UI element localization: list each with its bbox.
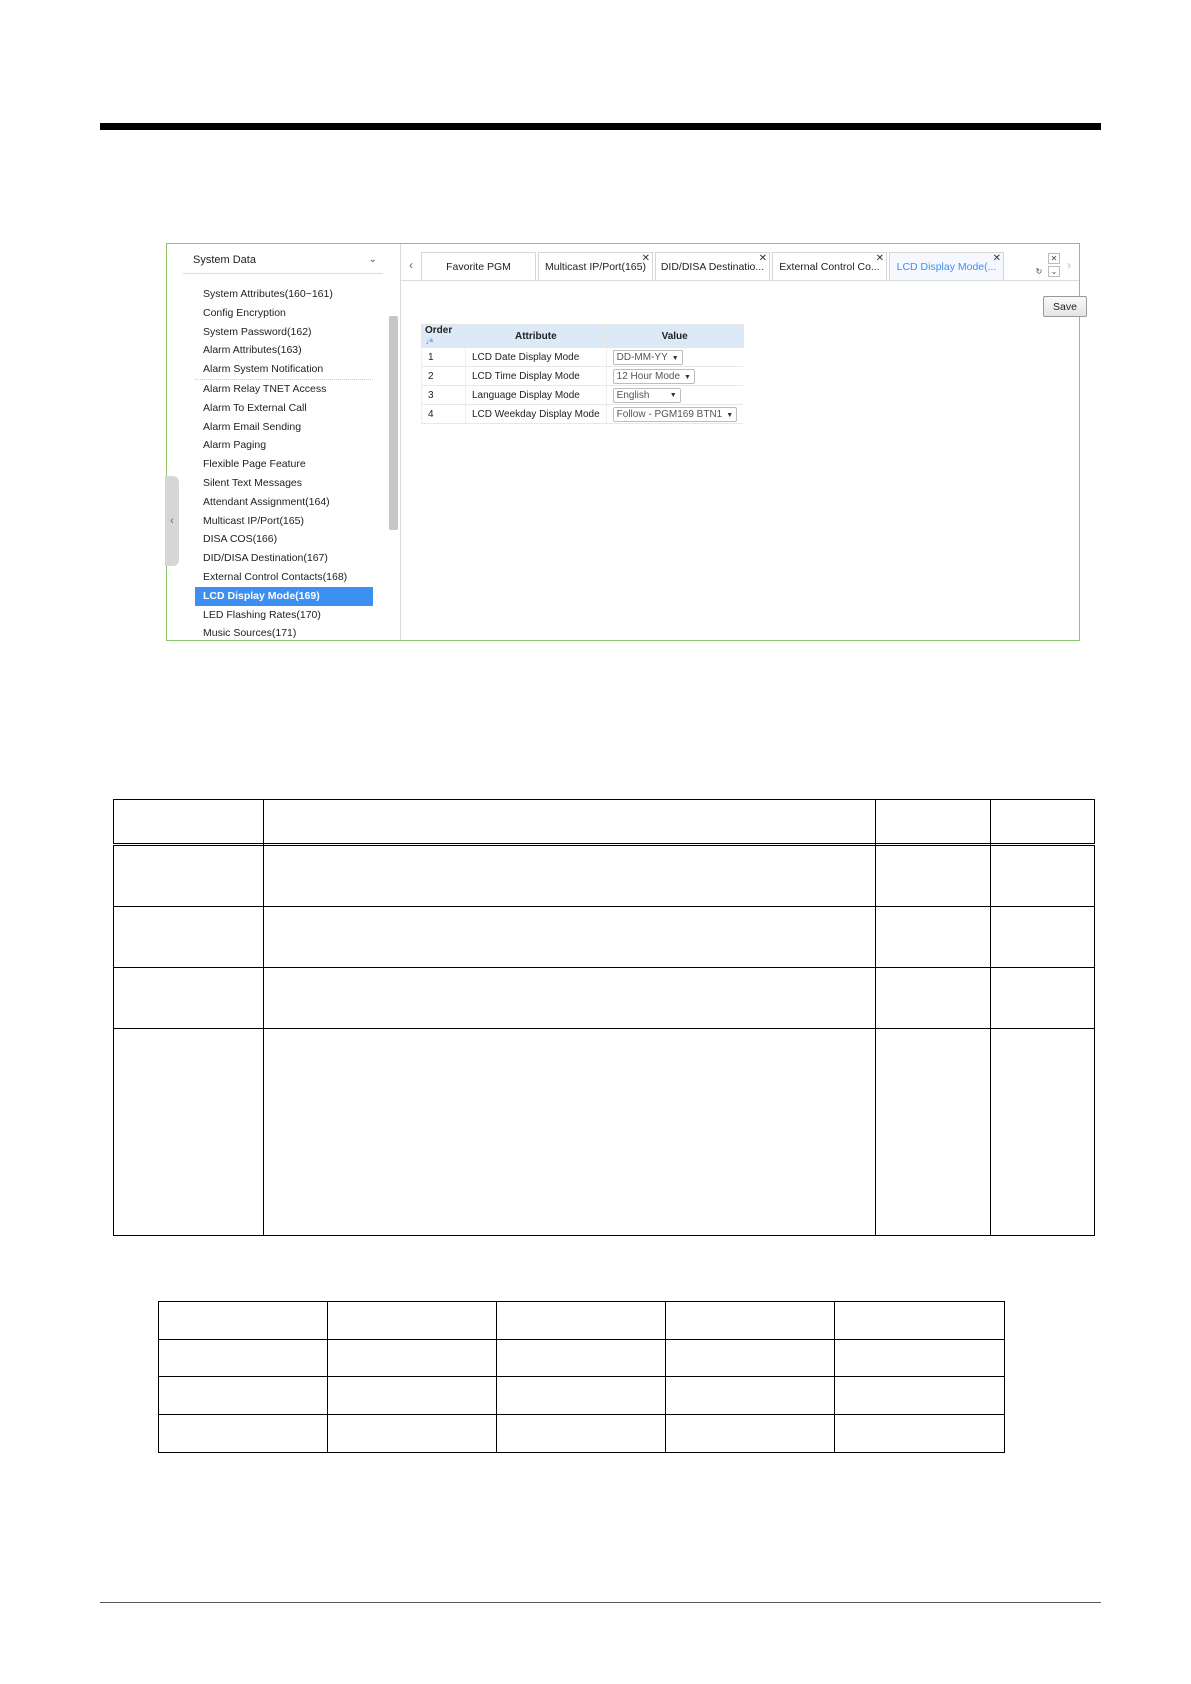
table-column-divider: [665, 1301, 666, 1453]
tab-label: LCD Display Mode(...: [896, 260, 997, 273]
select-value: English: [616, 389, 650, 401]
sidebar-item[interactable]: External Control Contacts(168): [203, 570, 348, 583]
time-mode-select[interactable]: [613, 369, 695, 384]
sidebar-item[interactable]: System Attributes(160~161): [203, 288, 333, 300]
table-row-divider: [158, 1376, 1005, 1377]
chevron-right-icon[interactable]: ›: [1067, 258, 1071, 272]
tab-did-disa[interactable]: [655, 252, 770, 280]
footer-rule: [100, 1602, 1101, 1603]
order-header-label: Order: [425, 325, 453, 336]
chevron-down-icon: ⌄: [368, 254, 377, 265]
table-header-divider: [113, 843, 1095, 846]
table-row-divider: [158, 1414, 1005, 1415]
sidebar-item[interactable]: Alarm Attributes(163): [203, 344, 302, 357]
sidebar-item[interactable]: Alarm Relay TNET Access: [203, 382, 327, 395]
tab-label: Favorite PGM: [446, 260, 511, 273]
select-value: Follow - PGM169 BTN1: [616, 408, 723, 420]
tab-lcd-display-mode[interactable]: [889, 252, 1004, 280]
table-column-divider: [263, 799, 264, 1236]
sidebar-item-active[interactable]: LCD Display Mode(169): [195, 587, 373, 606]
value-cell: [606, 405, 743, 424]
tab-external-control[interactable]: [772, 252, 887, 280]
sort-icon[interactable]: ↓ᵃ: [425, 336, 433, 346]
language-select[interactable]: [613, 388, 681, 403]
sidebar-scrollbar[interactable]: [389, 316, 398, 530]
options-table: [158, 1301, 1005, 1453]
attribute-cell: LCD Weekday Display Mode: [466, 405, 607, 424]
date-mode-select[interactable]: [613, 350, 683, 365]
tab-label: Multicast IP/Port(165): [545, 260, 646, 273]
tab-label: DID/DISA Destinatio...: [660, 260, 765, 273]
sidebar-item[interactable]: Alarm System Notification: [195, 360, 373, 380]
select-value: 12 Hour Mode: [616, 370, 681, 382]
table-row: [422, 386, 744, 405]
sidebar-item[interactable]: Music Sources(171): [203, 627, 297, 640]
tab-favorite-pgm[interactable]: [421, 252, 536, 280]
table-column-divider: [834, 1301, 835, 1453]
close-icon[interactable]: ✕: [992, 253, 1001, 264]
sidebar-item[interactable]: System Password(162): [203, 325, 312, 338]
sidebar-item[interactable]: DID/DISA Destination(167): [203, 552, 328, 565]
attribute-column-header: Attribute: [466, 325, 607, 348]
table-row-divider: [158, 1339, 1005, 1340]
order-column-header[interactable]: [422, 325, 466, 348]
chevron-left-icon[interactable]: ‹: [409, 258, 413, 272]
tab-bar: [401, 252, 1079, 281]
table-row-divider: [113, 906, 1095, 907]
description-table: [113, 799, 1095, 1236]
weekday-mode-select[interactable]: [613, 407, 738, 422]
attribute-cell: LCD Date Display Mode: [466, 348, 607, 367]
refresh-icon[interactable]: ↻: [1035, 267, 1043, 276]
sidebar: [167, 244, 401, 640]
value-cell: [606, 386, 743, 405]
chevron-down-icon[interactable]: ⌄: [1048, 266, 1060, 277]
sidebar-item[interactable]: DISA COS(166): [203, 533, 278, 546]
sidebar-header-label: System Data: [193, 253, 256, 266]
close-icon[interactable]: ✕: [641, 253, 650, 264]
table-column-divider: [990, 799, 991, 1236]
table-row: [422, 405, 744, 424]
close-icon[interactable]: ✕: [875, 253, 884, 264]
order-cell: 4: [422, 405, 466, 424]
sidebar-item[interactable]: Silent Text Messages: [203, 476, 303, 489]
chevron-left-icon: ‹: [170, 515, 174, 527]
save-button[interactable]: Save: [1043, 296, 1087, 317]
sidebar-item[interactable]: Attendant Assignment(164): [203, 495, 330, 508]
chevron-down-icon: ▼: [684, 373, 691, 381]
attribute-cell: LCD Time Display Mode: [466, 367, 607, 386]
header-rule: [100, 123, 1101, 130]
order-cell: 1: [422, 348, 466, 367]
sidebar-item[interactable]: Flexible Page Feature: [203, 458, 306, 471]
table-column-divider: [327, 1301, 328, 1453]
tab-multicast[interactable]: [538, 252, 653, 280]
order-cell: 2: [422, 367, 466, 386]
app-screenshot: [166, 243, 1080, 641]
table-row-divider: [113, 1028, 1095, 1029]
order-cell: 3: [422, 386, 466, 405]
table-column-divider: [875, 799, 876, 1236]
table-row: [422, 367, 744, 386]
value-cell: [606, 367, 743, 386]
close-icon[interactable]: ✕: [1048, 253, 1060, 264]
table-column-divider: [496, 1301, 497, 1453]
chevron-down-icon: ▼: [726, 411, 734, 419]
chevron-down-icon: ▼: [669, 391, 677, 399]
table-row-divider: [113, 967, 1095, 968]
sidebar-item[interactable]: Config Encryption: [203, 306, 286, 319]
sidebar-item[interactable]: Alarm Email Sending: [203, 420, 302, 433]
tab-label: External Control Co...: [779, 260, 880, 273]
sidebar-menu: [195, 285, 373, 643]
select-value: DD-MM-YY: [616, 351, 668, 363]
main-panel: [401, 244, 1079, 640]
sidebar-item[interactable]: Multicast IP/Port(165): [203, 514, 304, 527]
value-cell: [606, 348, 743, 367]
attribute-table: [421, 324, 744, 424]
chevron-down-icon: ▼: [671, 354, 679, 362]
attribute-cell: Language Display Mode: [466, 386, 607, 405]
sidebar-item[interactable]: Alarm Paging: [203, 439, 267, 452]
sidebar-header[interactable]: [183, 246, 383, 274]
sidebar-item[interactable]: LED Flashing Rates(170): [203, 608, 321, 621]
close-icon[interactable]: ✕: [758, 253, 767, 264]
value-column-header: Value: [606, 325, 743, 348]
table-row: [422, 348, 744, 367]
sidebar-item[interactable]: Alarm To External Call: [203, 401, 307, 414]
